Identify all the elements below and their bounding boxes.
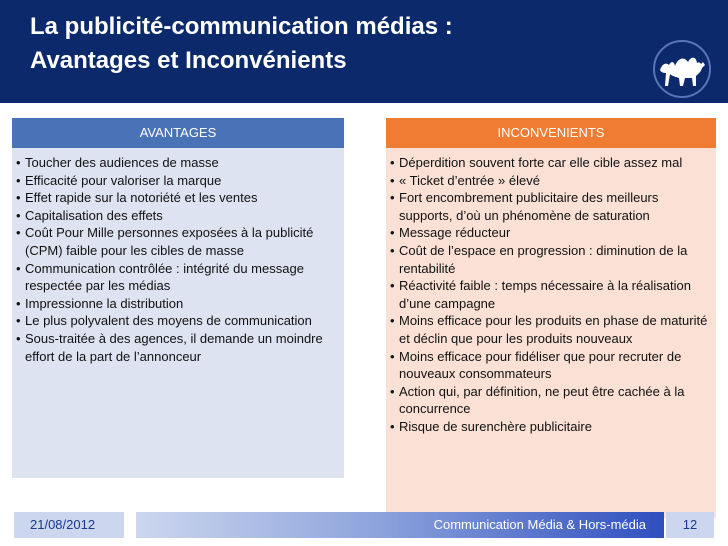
list-item: • Sous-traitée à des agences, il demande un moindre effort de la part de l’annonceur [16, 330, 340, 365]
list-item: • Déperdition souvent forte car elle cible assez mal [390, 154, 712, 172]
list-item: • Impressionne la distribution [16, 295, 340, 313]
page-number: 12 [666, 512, 714, 538]
title-bar [0, 0, 728, 106]
advantages-body [12, 148, 344, 478]
footer-bar [136, 512, 664, 538]
list-item: • Coût Pour Mille personnes exposées à la publicité (CPM) faible pour les cibles de masse [16, 224, 340, 259]
footer-title: Communication Média & Hors-média [433, 517, 646, 532]
list-item: • Message réducteur [390, 224, 712, 242]
drawbacks-list [390, 154, 712, 436]
list-item: • Communication contrôlée : intégrité du message respectée par les médias [16, 260, 340, 295]
list-item: • « Ticket d’entrée » élevé [390, 172, 712, 190]
advantages-list [16, 154, 340, 365]
advantages-panel [12, 118, 344, 478]
drawbacks-body [386, 148, 716, 518]
list-item: • Efficacité pour valoriser la marque [16, 172, 340, 190]
list-item: • Moins efficace pour fidéliser que pour recruter de nouveaux consommateurs [390, 348, 712, 383]
list-item: • Moins efficace pour les produits en phase de maturité et déclin que pour les produits nouveaux [390, 312, 712, 347]
list-item: • Toucher des audiences de masse [16, 154, 340, 172]
drawbacks-header: INCONVENIENTS [386, 118, 716, 148]
list-item: • Réactivité faible : temps nécessaire à la réalisation d’une campagne [390, 277, 712, 312]
list-item: • Risque de surenchère publicitaire [390, 418, 712, 436]
list-item: • Fort encombrement publicitaire des meilleurs supports, d’où un phénomène de saturation [390, 189, 712, 224]
slide-title-line2: Avantages et Inconvénients [30, 47, 347, 74]
drawbacks-panel [386, 118, 716, 518]
footer-date: 21/08/2012 [14, 512, 124, 538]
list-item: • Coût de l’espace en progression : diminution de la rentabilité [390, 242, 712, 277]
list-item: • Action qui, par définition, ne peut être cachée à la concurrence [390, 383, 712, 418]
advantages-header: AVANTAGES [12, 118, 344, 148]
slide-title-line1: La publicité-communication médias : [30, 13, 453, 40]
list-item: • Effet rapide sur la notoriété et les ventes [16, 189, 340, 207]
list-item: • Capitalisation des effets [16, 207, 340, 225]
footer [14, 512, 714, 538]
camel-icon [650, 40, 714, 98]
list-item: • Le plus polyvalent des moyens de communication [16, 312, 340, 330]
slide-title [30, 10, 453, 78]
